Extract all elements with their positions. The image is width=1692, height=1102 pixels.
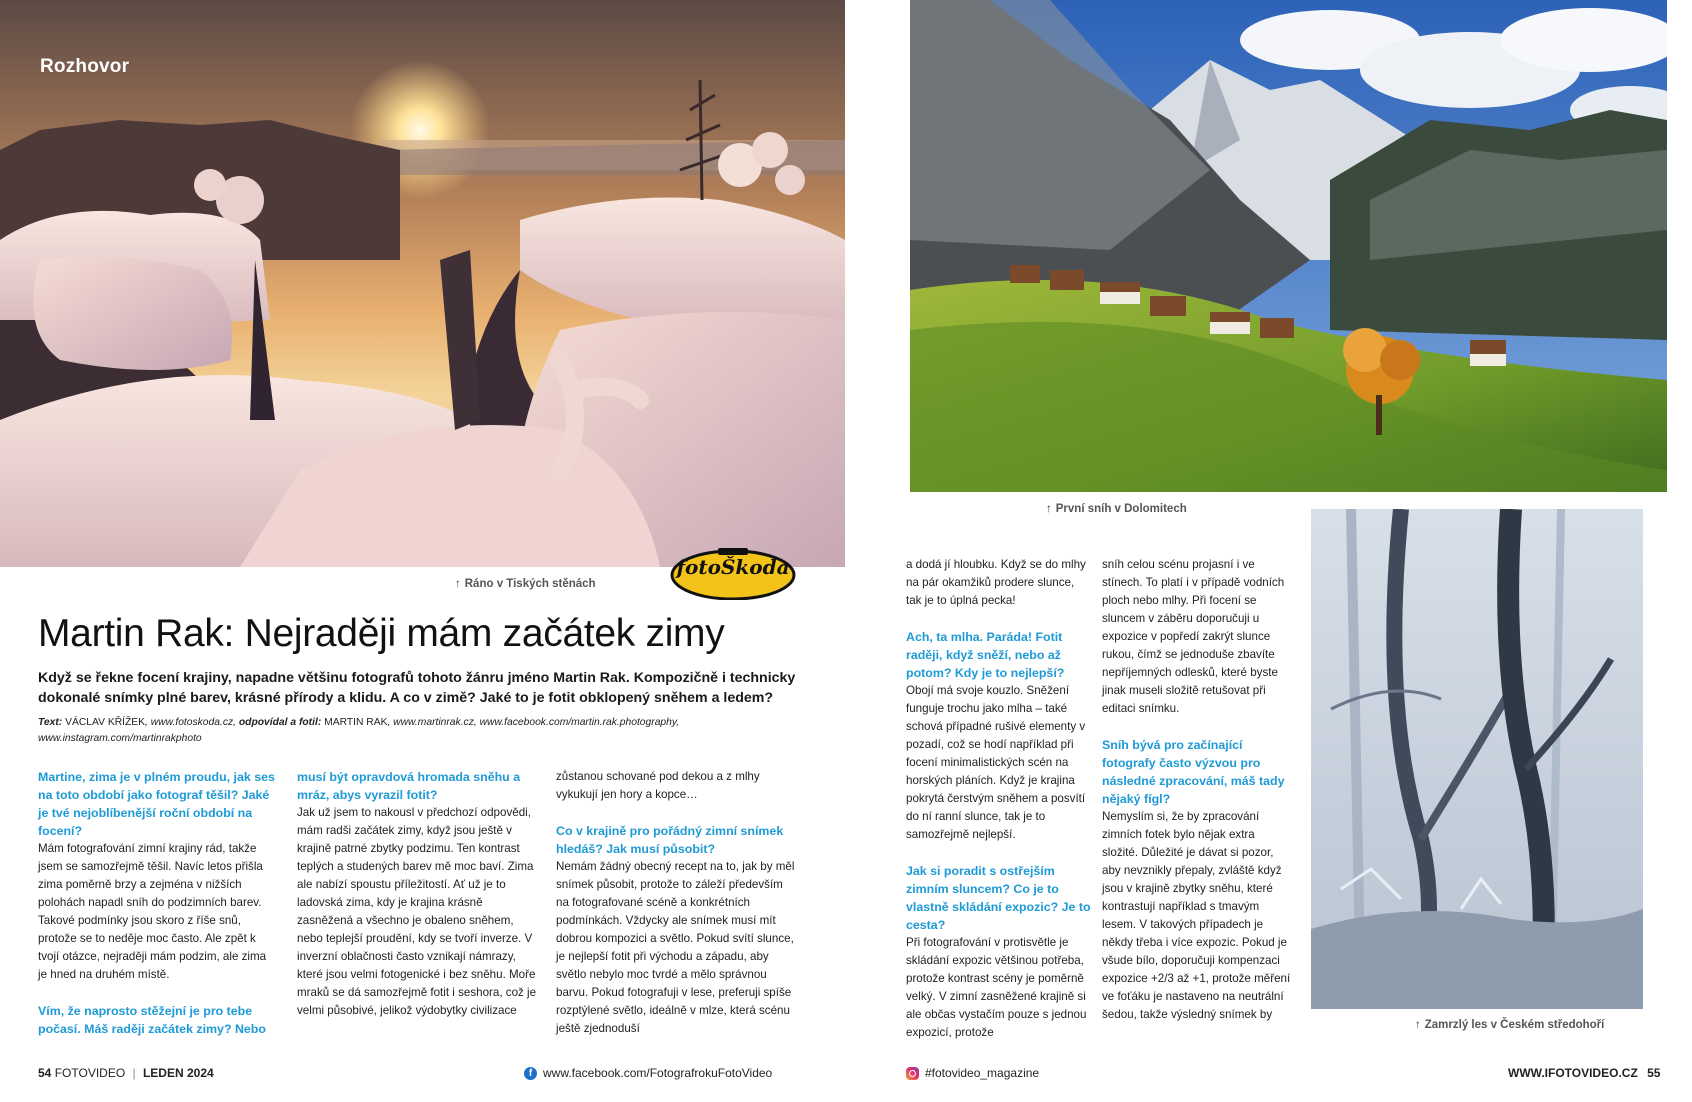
photo-frozen-forest — [1311, 509, 1643, 1009]
question: Jak si poradit s ostřejším zimním sluncem? Co je to vlastně skládání expozic? Je to cesta? — [906, 864, 1091, 932]
page-number-left: 54 — [38, 1066, 52, 1080]
section-label: Rozhovor — [40, 56, 130, 77]
text-column-3 — [556, 768, 796, 1038]
text-column-4 — [906, 556, 1091, 1042]
page-number-right: 55 — [1647, 1066, 1661, 1080]
credit-answered-label: odpovídal a fotil: — [238, 717, 322, 728]
answer: zůstanou schované pod dekou a z mlhy vykukují jen hory a kopce… — [556, 770, 760, 801]
credit-author: VÁCLAV KŘÍŽEK — [65, 717, 146, 728]
article-credits — [38, 715, 798, 746]
credit-photographer: MARTIN RAK — [324, 717, 388, 728]
answer: Obojí má svoje kouzlo. Sněžení funguje trochu jako mlha – také schová případné rušivé elementy v pozadí, což se hodí například při focení minimalistických scén na horských pláních. Když je krajina pokrytá čerstvým sněhem a posvítí do ní ranní slunce, tak je to samozřejmě nejlepší. — [906, 684, 1086, 841]
credit-photographer-links: , www.martinrak.cz, www.facebook.com/martin.rak.photography, — [387, 717, 680, 728]
footer-separator: | — [132, 1066, 136, 1080]
footer-right — [1508, 1066, 1660, 1080]
question: Sníh bývá pro začínající fotografy často výzvou pro následné zpracování, máš tady nějaký fígl? — [1102, 738, 1285, 806]
facebook-link[interactable]: www.facebook.com/FotografrokuFotoVideo — [543, 1066, 773, 1080]
footer-facebook[interactable] — [524, 1066, 772, 1080]
fotoskoda-logo — [670, 546, 796, 600]
caption-forest-photo — [1415, 1019, 1604, 1031]
logo-text: fotoŠkoda — [676, 555, 790, 579]
instagram-handle[interactable]: #fotovideo_magazine — [925, 1066, 1040, 1080]
question: Martine, zima je v plném proudu, jak ses na toto období jako fotograf těšil? Jaké je tvé nejoblíbenější roční období na focení? — [38, 770, 275, 838]
text-column-2 — [297, 768, 537, 1020]
arrow-up-icon: ↑ — [455, 578, 461, 590]
answer: Nemám žádný obecný recept na to, jak by měl snímek působit, protože to záleží především na fotografované scéně a konkrétních podmínkách. Vždycky ale snímek musí mít dobrou kompozici a světlo. Pokud svítí slunce, je nejlepší fotit při východu a západu, aby světlo nebylo moc tvrdé a mělo správnou barvu. Pokud fotografuji v lese, preferuji spíše rozptýlené světlo, ideálně v mlze, která scénu ještě zjednoduší — [556, 860, 795, 1035]
magazine-name: FOTOVIDEO — [54, 1066, 126, 1080]
instagram-icon — [906, 1067, 919, 1080]
issue-label: LEDEN 2024 — [142, 1066, 214, 1080]
text-column-1 — [38, 768, 278, 1038]
credit-instagram: www.instagram.com/martinrakphoto — [38, 732, 202, 744]
arrow-up-icon: ↑ — [1415, 1019, 1421, 1031]
answer: Při fotografování v protisvětle je skládání expozic většinou potřeba, protože kontrast scény je poměrně velký. V zimní zasněžené krajině si ale občas vystačím pouze s jednou expozicí, protože — [906, 936, 1087, 1039]
answer: Nemyslím si, že by zpracování zimních fotek bylo nějak extra složité. Důležité je dávat si pozor, aby nevznikly přepaly, zvláště když jsou v krajině zbytky sněhu, které kontrastují například s tmavým lesem. V takových případech je někdy třeba i více expozic. Pokud je všude bílo, doporučuji kompenzaci expozice +2/3 až +1, protože měření ve foťáku je nastaveno na neutrální šedou, takže výsledný snímek by — [1102, 810, 1291, 1021]
caption-snow-photo — [455, 578, 596, 590]
credit-text-label: Text: — [38, 717, 63, 728]
article-title: Martin Rak: Nejraději mám začátek zimy — [38, 612, 725, 655]
question: Vím, že naprosto stěžejní je pro tebe počasí. Máš raději začátek zimy? Nebo — [38, 1004, 266, 1036]
website-link[interactable]: WWW.IFOTOVIDEO.CZ — [1508, 1066, 1638, 1080]
question: musí být opravdová hromada sněhu a mráz, abys vyrazil fotit? — [297, 770, 521, 802]
photo-dolomites-first-snow — [910, 0, 1667, 492]
caption-text: První sníh v Dolomitech — [1055, 503, 1187, 515]
footer-instagram[interactable] — [906, 1066, 1039, 1080]
article-lead: Když se řekne focení krajiny, napadne většinu fotografů tohoto žánru jméno Martin Rak. Kompozičně i technicky dokonalé snímky plné barev, krásné přírody a klidu. A co v zimě? Jaké to je fotit obklopený sněhem a ledem? — [38, 670, 796, 706]
caption-text: Zamrzlý les v Českém středohoří — [1424, 1019, 1605, 1031]
photo-snowy-rocks-sunrise — [0, 0, 845, 567]
answer: sníh celou scénu projasní i ve stínech. To platí i v případě vodních ploch nebo mlhy. Při focení se sluncem v záběru doporučuji u expozice v popředí zakrýt slunce rukou, čímž se jednoduše zbavíte nepříjemných odlesků, které byste jinak museli složitě retušovat při editaci snímku. — [1102, 558, 1285, 715]
caption-text: Ráno v Tiských stěnách — [464, 578, 596, 590]
arrow-up-icon: ↑ — [1046, 503, 1052, 515]
answer: Jak už jsem to nakousl v předchozí odpovědi, mám radši začátek zimy, když jsou ještě v krajině patrné zbytky podzimu. Ten kontrast teplých a studených barev mě moc baví. Zima ale nabízí spoustu příležitostí. Ať už je to ladovská zima, kdy je krajina krásně zasněžená a všechno je obaleno sněhem, nebo teplejší proudění, kdy se tvoří inverze. V inverzní oblačnosti často vznikají námrazy, které jsou velmi fotogenické i bez sněhu. Moře mraků se dá samozřejmě fotit i seshora, což je velmi působivé, jelikož výdobytky civilizace — [297, 806, 537, 1017]
answer: a dodá jí hloubku. Když se do mlhy na pár okamžiků prodere slunce, tak je to úplná pecka! — [906, 558, 1086, 607]
caption-dolomites-photo — [1046, 503, 1187, 515]
credit-author-web: , www.fotoskoda.cz, — [145, 717, 239, 728]
question: Co v krajině pro pořádný zimní snímek hledáš? Jak musí působit? — [556, 824, 784, 856]
question: Ach, ta mlha. Paráda! Fotit raději, když sněží, nebo až potom? Kdy je to nejlepší? — [906, 630, 1065, 680]
answer: Mám fotografování zimní krajiny rád, takže jsem se samozřejmě těšil. Navíc letos přišla zima poměrně brzy a zejména v nižších polohách napadl sníh do podzimních barev. Takové podmínky jsou skoro z říše snů, protože se to neděje moc často. Ale zpět k tvojí otázce, nejraději mám podzim, ale zima je hned na druhém místě. — [38, 842, 267, 981]
footer-left — [38, 1066, 214, 1080]
text-column-5 — [1102, 556, 1292, 1024]
facebook-icon: f — [524, 1067, 537, 1080]
